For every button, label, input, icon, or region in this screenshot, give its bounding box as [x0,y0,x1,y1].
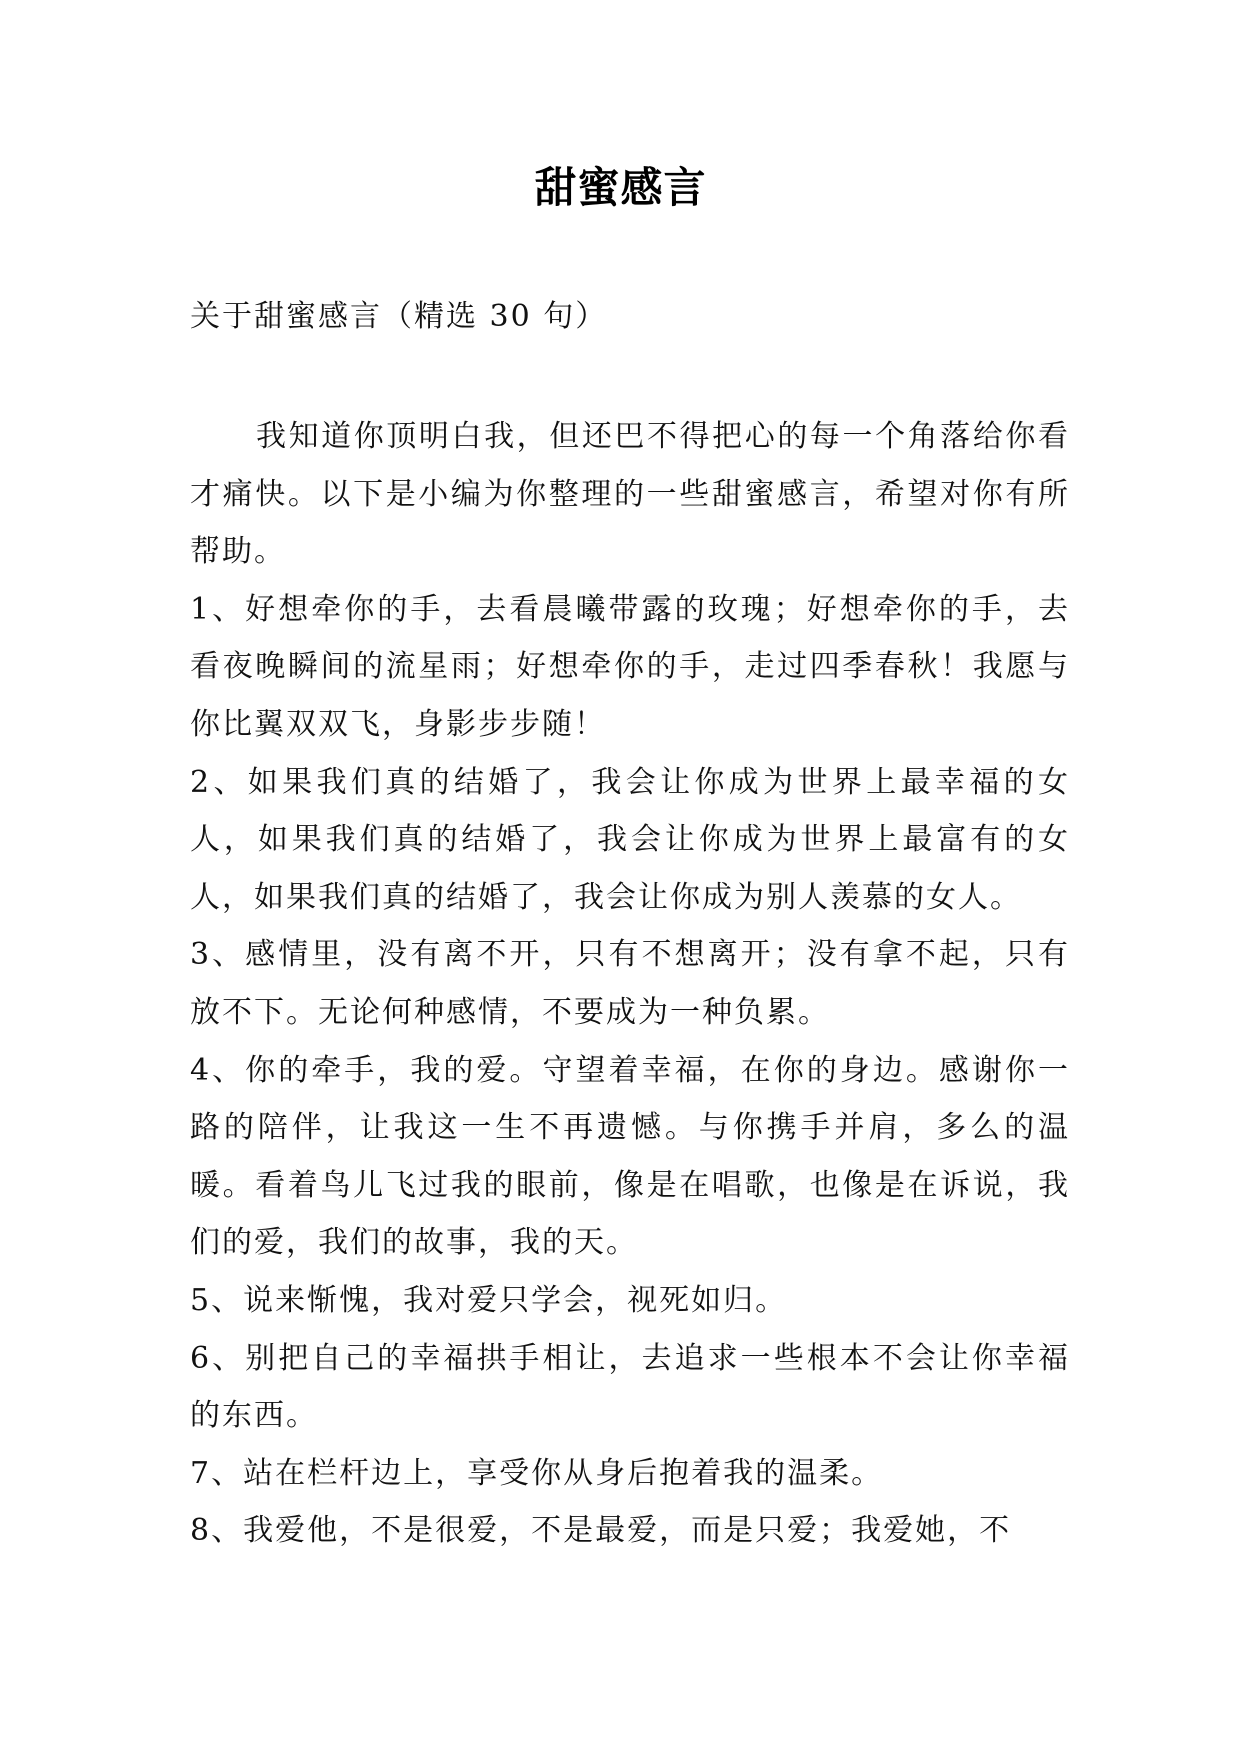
document-content [190,408,1070,1560]
quote-item-7: 7、站在栏杆边上，享受你从身后抱着我的温柔。 [190,1455,884,1491]
quote-item-6: 6、别把自己的幸福拱手相让，去追求一些根本不会让你幸福的东西。 [190,1340,1070,1434]
quote-item-4: 4、你的牵手，我的爱。守望着幸福，在你的身边。感谢你一路的陪伴，让我这一生不再遗憾。与你携手并肩，多么的温暖。看着鸟儿飞过我的眼前，像是在唱歌，也像是在诉说，我们的爱，我们的故事，我的天。 [190,1052,1070,1261]
quote-item-8: 8、我爱他，不是很爱，不是最爱，而是只爱；我爱她，不 [190,1513,1012,1549]
quote-item-5: 5、说来惭愧，我对爱只学会，视死如归。 [190,1282,788,1318]
intro-paragraph: 我知道你顶明白我，但还巴不得把心的每一个角落给你看才痛快。以下是小编为你整理的一些甜蜜感言，希望对你有所帮助。 [190,419,1070,570]
quote-item-3: 3、感情里，没有离不开，只有不想离开；没有拿不起，只有放不下。无论何种感情，不要成为一种负累。 [190,937,1070,1030]
quote-item-1: 1、好想牵你的手，去看晨曦带露的玫瑰；好想牵你的手，去看夜晚瞬间的流星雨；好想牵你的手，走过四季春秋！我愿与你比翼双双飞，身影步步随！ [190,591,1070,742]
document-title: 甜蜜感言 [534,163,707,212]
quote-item-2: 2、如果我们真的结婚了，我会让你成为世界上最幸福的女人，如果我们真的结婚了，我会让你成为世界上最富有的女人，如果我们真的结婚了，我会让你成为别人羡慕的女人。 [190,764,1070,915]
document-subtitle: 关于甜蜜感言（精选 30 句） [190,299,608,334]
